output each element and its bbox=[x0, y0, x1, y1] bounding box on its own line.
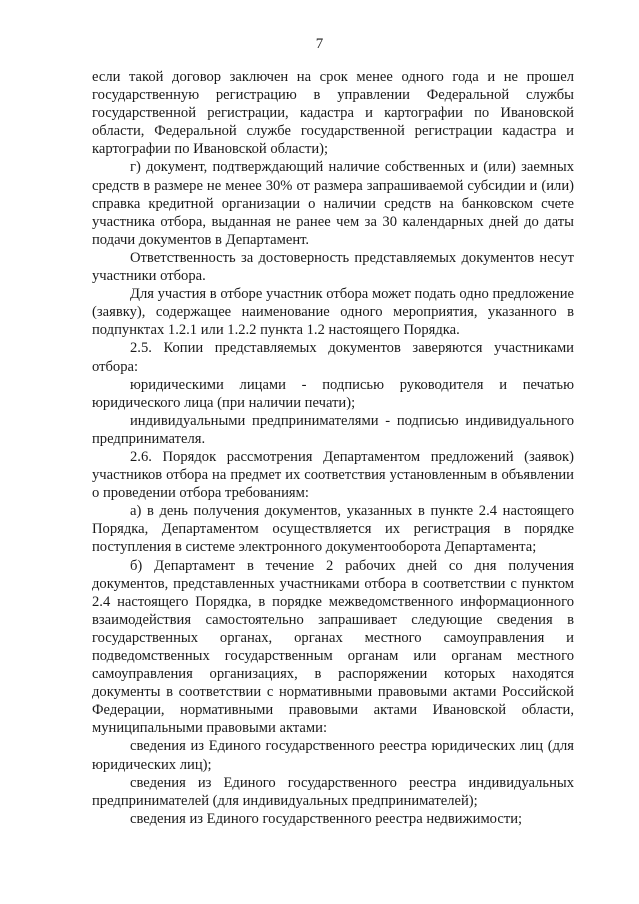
paragraph-egrn: сведения из Единого государственного реестра недвижимости; bbox=[130, 810, 523, 827]
paragraph-item-a-registration: а) в день получения документов, указанных в пункте 2.4 настоящего Порядка, Департаментом осуществляется их регистрация в порядке поступления в системе электронного документооборота Департамента; bbox=[92, 503, 574, 556]
paragraph-responsibility: Ответственность за достоверность представляемых документов несут участники отбора. bbox=[92, 249, 574, 285]
paragraph-legal-entities: юридическими лицами - подписью руководителя и печатью юридического лица (при наличии печати); bbox=[92, 376, 574, 411]
paragraph-single-proposal: Для участия в отборе участник отбора может подать одно предложение (заявку), содержащее наименование одного мероприятия, указанного в подпунктах 1.2.1 или 1.2.2 пункта 1.2 настоящего Порядка. bbox=[92, 286, 574, 339]
paragraph-individual-entrepreneurs: индивидуальными предпринимателями - подписью индивидуального предпринимателя. bbox=[92, 412, 574, 447]
paragraph-item-b-requests: б) Департамент в течение 2 рабочих дней со дня получения документов, представленных участниками отбора в соответствии с пунктом 2.4 настоящего Порядка, в порядке межведомственного информационного взаимодействия самостоятельно запрашивает следующие сведения в государственных органах, органах местного самоуправления и подведомственных государственным органам или органам местного самоуправления организациях, в распоряжении которых находятся документы в соответствии с нормативными правовыми актами Российской Федерации, нормативными правовыми актами Ивановской области, муниципальными правовыми актами: bbox=[92, 557, 574, 737]
document-body bbox=[92, 68, 574, 828]
paragraph-2-6-procedure: 2.6. Порядок рассмотрения Департаментом предложений (заявок) участников отбора на предмет их соответствия установленным в объявлении о проведении отбора требованиям: bbox=[92, 448, 574, 502]
paragraph-egrip: сведения из Единого государственного реестра индивидуальных предпринимателей (для индивидуальных предпринимателей); bbox=[92, 774, 574, 809]
page-number: 7 bbox=[315, 36, 324, 52]
paragraph-item-g-funds: г) документ, подтверждающий наличие собственных и (или) заемных средств в размере не менее 30% от размера запрашиваемой субсидии и (или) справка кредитной организации о наличии средств на банковском счете участника отбора, выданная не ранее чем за 30 календарных дней до даты подачи документов в Департамент. bbox=[92, 159, 574, 248]
paragraph-2-5-copies: 2.5. Копии представляемых документов заверяются участниками отбора: bbox=[92, 340, 574, 375]
paragraph-egrul: сведения из Единого государственного реестра юридических лиц (для юридических лиц); bbox=[92, 738, 574, 773]
paragraph-contract-registration: если такой договор заключен на срок менее одного года и не прошел государственную регистрацию в управлении Федеральной службы государственной регистрации, кадастра и картографии по Ивановской области, Федеральной службе государственной регистрации кадастра и картографии по Ивановской области); bbox=[92, 69, 574, 158]
